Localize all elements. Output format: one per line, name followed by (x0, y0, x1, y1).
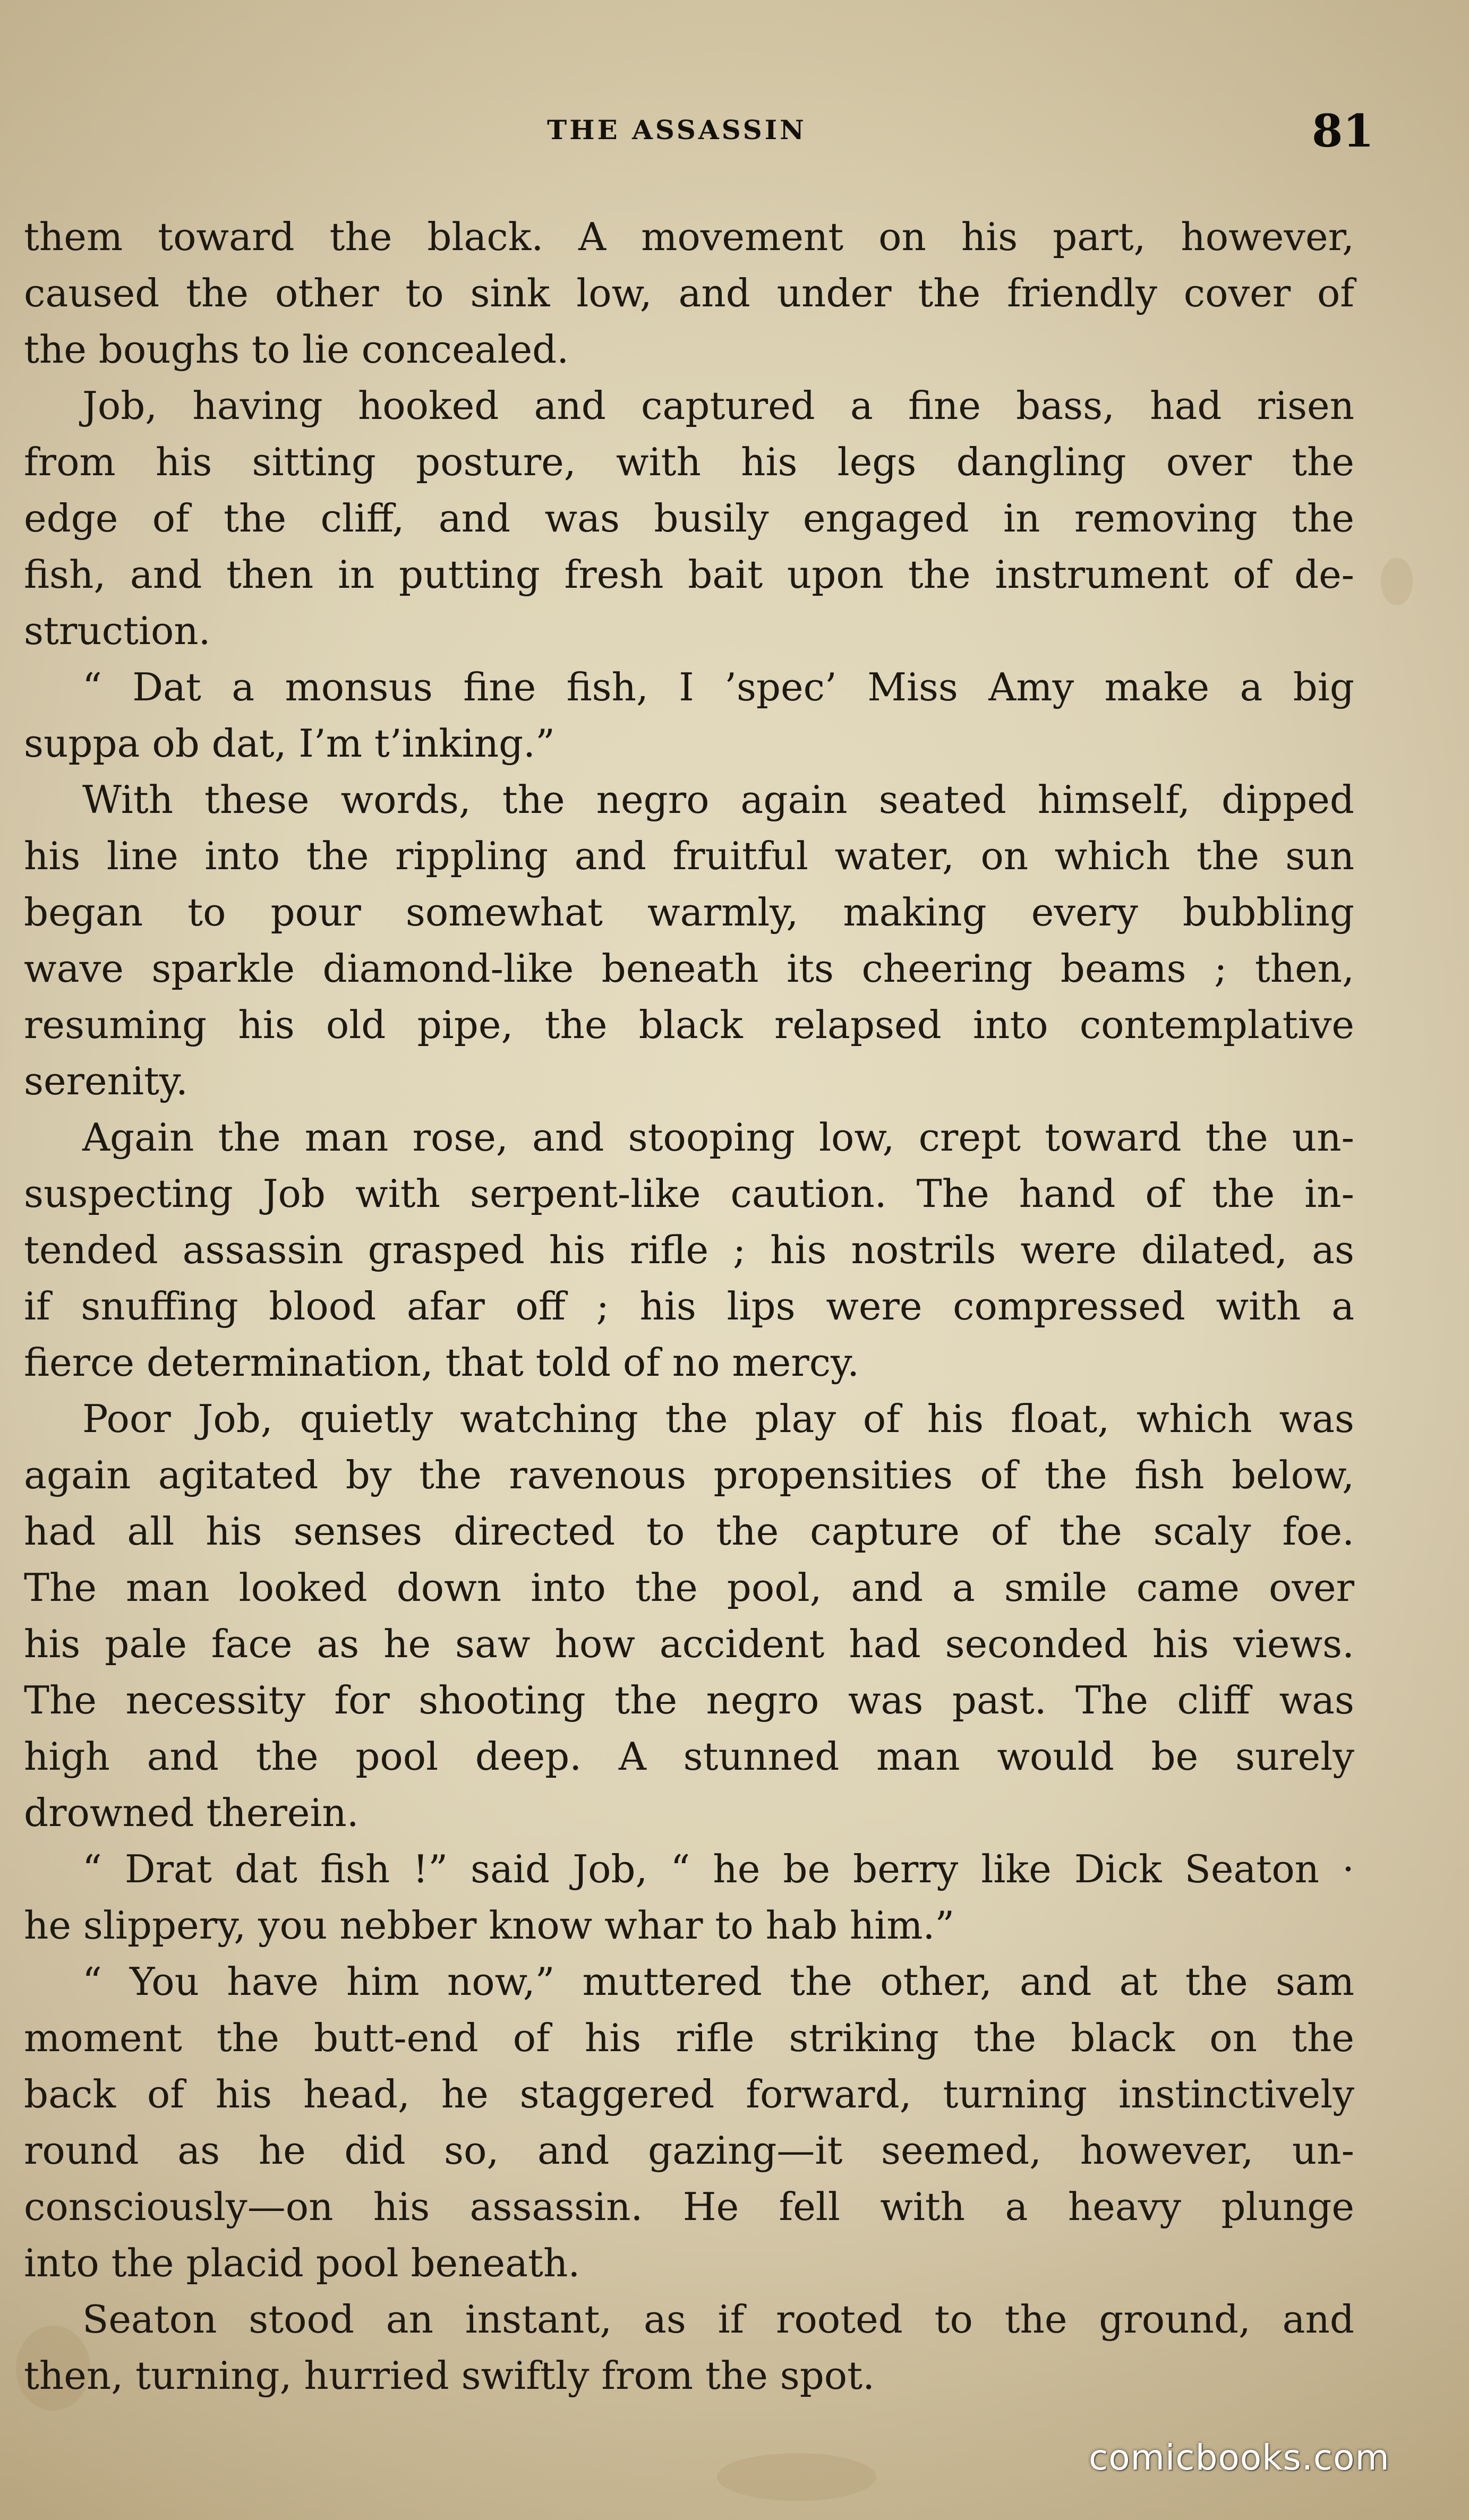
text-line: edge of the cliff, and was busily engaged in removing the (24, 496, 1354, 541)
text-line: suppa ob dat, I’m t’inking.” (24, 721, 555, 766)
text-line: into the placid pool beneath. (24, 2241, 580, 2285)
text-line: Seaton stood an instant, as if rooted to the ground, and (82, 2297, 1354, 2342)
text-line: wave sparkle diamond-like beneath its cheering beams ; then, (24, 946, 1354, 991)
text-line: back of his head, he staggered forward, turning instinctively (24, 2072, 1354, 2116)
text-line: had all his senses directed to the capture of the scaly foe. (24, 1509, 1354, 1554)
text-line: drowned therein. (24, 1790, 359, 1835)
text-line: tended assassin grasped his rifle ; his nostrils were dilated, as (24, 1228, 1354, 1272)
text-line: round as he did so, and gazing—it seemed, however, un- (24, 2128, 1354, 2173)
paper-stain (717, 2453, 876, 2501)
text-line: moment the butt-end of his rifle striking the black on the (24, 2016, 1354, 2060)
text-line: again agitated by the ravenous propensities of the fish below, (24, 1453, 1354, 1497)
text-line: high and the pool deep. A stunned man would be surely (24, 1734, 1354, 1779)
text-line: his pale face as he saw how accident had seconded his views. (24, 1622, 1354, 1666)
text-line: Job, having hooked and captured a fine bass, had risen (82, 383, 1354, 428)
text-line: resuming his old pipe, the black relapsed into contemplative (24, 1002, 1354, 1047)
text-line: “ You have him now,” muttered the other, and at the sam (82, 1959, 1354, 2004)
text-line: if snuffing blood afar off ; his lips were compressed with a (24, 1284, 1354, 1328)
text-line: serenity. (24, 1059, 188, 1103)
text-line: from his sitting posture, with his legs dangling over the (24, 440, 1354, 484)
text-line: The necessity for shooting the negro was past. The cliff was (24, 1678, 1354, 1722)
text-line: fish, and then in putting fresh bait upon the instrument of de- (24, 552, 1354, 597)
text-line: The man looked down into the pool, and a smile came over (24, 1565, 1354, 1610)
text-line: Poor Job, quietly watching the play of his float, which was (82, 1396, 1354, 1441)
page-number: 81 (1312, 105, 1374, 157)
text-line: began to pour somewhat warmly, making every bubbling (24, 890, 1354, 935)
watermark: comicbooks.com (1089, 2437, 1390, 2478)
text-line: his line into the rippling and fruitful water, on which the sun (24, 834, 1354, 878)
text-line: he slippery, you nebber know whar to hab him.” (24, 1903, 955, 1948)
text-line: then, turning, hurried swiftly from the spot. (24, 2353, 875, 2398)
text-line: the boughs to lie concealed. (24, 327, 569, 372)
text-line: struction. (24, 608, 211, 653)
text-line: consciously—on his assassin. He fell with a heavy plunge (24, 2184, 1354, 2229)
text-line: “ Drat dat fish !” said Job, “ he be berry like Dick Seaton · (82, 1847, 1354, 1891)
page-body-text (24, 209, 1354, 2404)
text-line: caused the other to sink low, and under the friendly cover of (24, 271, 1354, 315)
page-header (0, 93, 1469, 157)
text-line: “ Dat a monsus fine fish, I ’spec’ Miss Amy make a big (82, 665, 1354, 709)
text-line: With these words, the negro again seated himself, dipped (82, 777, 1354, 822)
text-line: them toward the black. A movement on his part, however, (24, 215, 1354, 259)
text-line: Again the man rose, and stooping low, crept toward the un- (82, 1115, 1354, 1160)
text-line: fierce determination, that told of no mercy. (24, 1340, 860, 1385)
running-title: THE ASSASSIN (547, 114, 807, 145)
text-line: suspecting Job with serpent-like caution. The hand of the in- (24, 1171, 1354, 1216)
